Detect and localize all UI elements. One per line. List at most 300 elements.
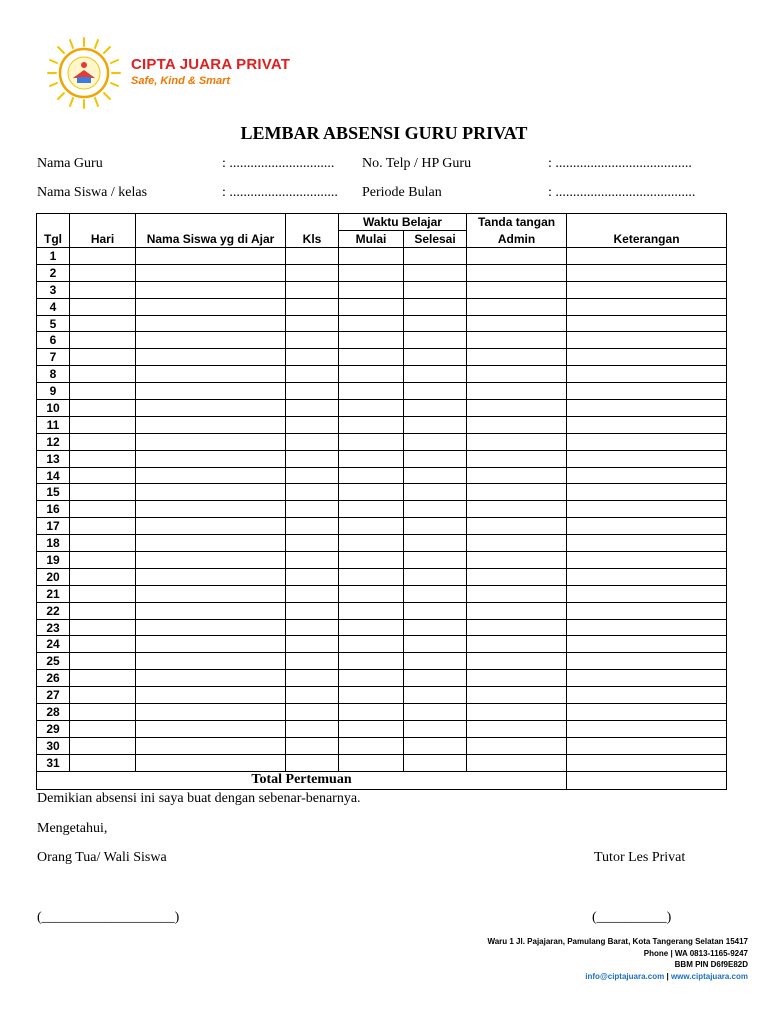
cell-tanda-tangan[interactable] (467, 349, 567, 366)
cell-hari[interactable] (70, 653, 136, 670)
cell-kls[interactable] (286, 467, 339, 484)
cell-mulai[interactable] (339, 636, 404, 653)
cell-selesai[interactable] (404, 484, 467, 501)
row-day-number: 4 (37, 298, 70, 315)
cell-keterangan[interactable] (567, 653, 727, 670)
cell-nama-siswa[interactable] (136, 552, 286, 569)
cell-keterangan[interactable] (567, 400, 727, 417)
cell-hari[interactable] (70, 467, 136, 484)
cell-tanda-tangan[interactable] (467, 670, 567, 687)
nama-guru-label: Nama Guru (37, 156, 103, 171)
cell-kls[interactable] (286, 737, 339, 754)
cell-nama-siswa[interactable] (136, 400, 286, 417)
cell-nama-siswa[interactable] (136, 636, 286, 653)
cell-keterangan[interactable] (567, 737, 727, 754)
cell-hari[interactable] (70, 315, 136, 332)
cell-tanda-tangan[interactable] (467, 501, 567, 518)
row-day-number: 6 (37, 332, 70, 349)
header-kls: Kls (286, 214, 339, 248)
row-day-number: 26 (37, 670, 70, 687)
cell-selesai[interactable] (404, 720, 467, 737)
cell-mulai[interactable] (339, 737, 404, 754)
footer-bbm: BBM PIN D6f9E82D (674, 960, 748, 970)
cell-keterangan[interactable] (567, 332, 727, 349)
cell-keterangan[interactable] (567, 298, 727, 315)
cell-nama-siswa[interactable] (136, 383, 286, 400)
cell-hari[interactable] (70, 720, 136, 737)
cell-tanda-tangan[interactable] (467, 552, 567, 569)
cell-kls[interactable] (286, 248, 339, 265)
cell-hari[interactable] (70, 501, 136, 518)
telp-field[interactable]: : ....................................... (548, 156, 692, 171)
row-day-number: 1 (37, 248, 70, 265)
signature-line-left[interactable]: (___________________) (37, 910, 180, 925)
cell-hari[interactable] (70, 400, 136, 417)
cell-tanda-tangan[interactable] (467, 400, 567, 417)
cell-kls[interactable] (286, 383, 339, 400)
cell-mulai[interactable] (339, 264, 404, 281)
cell-hari[interactable] (70, 484, 136, 501)
header-tgl: Tgl (37, 214, 70, 248)
table-row (37, 704, 727, 721)
cell-hari[interactable] (70, 670, 136, 687)
cell-mulai[interactable] (339, 535, 404, 552)
row-day-number: 9 (37, 383, 70, 400)
cell-selesai[interactable] (404, 332, 467, 349)
cell-kls[interactable] (286, 366, 339, 383)
cell-tanda-tangan[interactable] (467, 298, 567, 315)
statement-text: Demikian absensi ini saya buat dengan sebenar-benarnya. (37, 791, 361, 806)
cell-tanda-tangan[interactable] (467, 518, 567, 535)
cell-mulai[interactable] (339, 653, 404, 670)
cell-kls[interactable] (286, 484, 339, 501)
header-keterangan: Keterangan (567, 214, 727, 248)
row-day-number: 3 (37, 281, 70, 298)
cell-mulai[interactable] (339, 501, 404, 518)
table-row (37, 281, 727, 298)
cell-mulai[interactable] (339, 670, 404, 687)
cell-tanda-tangan[interactable] (467, 602, 567, 619)
cell-selesai[interactable] (404, 518, 467, 535)
cell-nama-siswa[interactable] (136, 433, 286, 450)
cell-hari[interactable] (70, 298, 136, 315)
cell-hari[interactable] (70, 518, 136, 535)
cell-tanda-tangan[interactable] (467, 535, 567, 552)
cell-keterangan[interactable] (567, 501, 727, 518)
cell-hari[interactable] (70, 450, 136, 467)
table-row (37, 383, 727, 400)
nama-siswa-field[interactable]: : ............................... (222, 185, 338, 200)
cell-selesai[interactable] (404, 400, 467, 417)
row-day-number: 24 (37, 636, 70, 653)
table-row (37, 552, 727, 569)
cell-keterangan[interactable] (567, 366, 727, 383)
cell-mulai[interactable] (339, 518, 404, 535)
table-row (37, 248, 727, 265)
footer-email-link[interactable]: info@ciptajuara.com (585, 971, 665, 981)
cell-hari[interactable] (70, 433, 136, 450)
footer-address: Waru 1 Jl. Pajajaran, Pamulang Barat, Kota Tangerang Selatan 15417 (487, 937, 748, 946)
cell-kls[interactable] (286, 298, 339, 315)
cell-kls[interactable] (286, 704, 339, 721)
cell-kls[interactable] (286, 568, 339, 585)
periode-field[interactable]: : ........................................ (548, 185, 696, 200)
cell-selesai[interactable] (404, 670, 467, 687)
table-row (37, 450, 727, 467)
table-row (37, 670, 727, 687)
cell-keterangan[interactable] (567, 619, 727, 636)
cell-selesai[interactable] (404, 687, 467, 704)
row-day-number: 19 (37, 552, 70, 569)
cell-hari[interactable] (70, 416, 136, 433)
row-day-number: 16 (37, 501, 70, 518)
cell-selesai[interactable] (404, 298, 467, 315)
cell-tanda-tangan[interactable] (467, 332, 567, 349)
cell-selesai[interactable] (404, 467, 467, 484)
cell-kls[interactable] (286, 585, 339, 602)
cell-selesai[interactable] (404, 535, 467, 552)
cell-tanda-tangan[interactable] (467, 619, 567, 636)
table-row (37, 332, 727, 349)
row-day-number: 29 (37, 720, 70, 737)
cell-kls[interactable] (286, 349, 339, 366)
cell-keterangan[interactable] (567, 636, 727, 653)
signature-line-right[interactable]: (__________) (592, 910, 672, 925)
cell-nama-siswa[interactable] (136, 754, 286, 771)
mengetahui-text: Mengetahui, (37, 821, 108, 836)
cell-keterangan[interactable] (567, 467, 727, 484)
cell-hari[interactable] (70, 535, 136, 552)
cell-mulai[interactable] (339, 248, 404, 265)
cell-mulai[interactable] (339, 366, 404, 383)
cell-tanda-tangan[interactable] (467, 366, 567, 383)
cell-mulai[interactable] (339, 281, 404, 298)
cell-mulai[interactable] (339, 467, 404, 484)
cell-selesai[interactable] (404, 501, 467, 518)
cell-keterangan[interactable] (567, 552, 727, 569)
nama-siswa-label: Nama Siswa / kelas (37, 185, 148, 200)
nama-guru-field[interactable]: : .............................. (222, 156, 335, 171)
cell-tanda-tangan[interactable] (467, 636, 567, 653)
row-day-number: 31 (37, 754, 70, 771)
cell-tanda-tangan[interactable] (467, 754, 567, 771)
cell-keterangan[interactable] (567, 670, 727, 687)
table-row (37, 467, 727, 484)
table-row (37, 298, 727, 315)
brand-block (131, 56, 290, 87)
cell-nama-siswa[interactable] (136, 349, 286, 366)
row-day-number: 7 (37, 349, 70, 366)
cell-nama-siswa[interactable] (136, 720, 286, 737)
table-row (37, 636, 727, 653)
cell-nama-siswa[interactable] (136, 501, 286, 518)
cell-mulai[interactable] (339, 450, 404, 467)
table-row (37, 619, 727, 636)
cell-tanda-tangan[interactable] (467, 704, 567, 721)
cell-selesai[interactable] (404, 737, 467, 754)
cell-nama-siswa[interactable] (136, 467, 286, 484)
cell-keterangan[interactable] (567, 264, 727, 281)
cell-kls[interactable] (286, 281, 339, 298)
cell-mulai[interactable] (339, 585, 404, 602)
cell-tanda-tangan[interactable] (467, 248, 567, 265)
row-day-number: 28 (37, 704, 70, 721)
signer-left-label: Orang Tua/ Wali Siswa (37, 850, 167, 865)
cell-selesai[interactable] (404, 450, 467, 467)
cell-tanda-tangan[interactable] (467, 568, 567, 585)
cell-kls[interactable] (286, 416, 339, 433)
header-mulai: Mulai (339, 231, 404, 248)
cell-nama-siswa[interactable] (136, 670, 286, 687)
cell-mulai[interactable] (339, 704, 404, 721)
cell-selesai[interactable] (404, 416, 467, 433)
cell-kls[interactable] (286, 518, 339, 535)
cell-keterangan[interactable] (567, 568, 727, 585)
cell-kls[interactable] (286, 450, 339, 467)
cell-selesai[interactable] (404, 281, 467, 298)
cell-keterangan[interactable] (567, 704, 727, 721)
cell-tanda-tangan[interactable] (467, 315, 567, 332)
cell-kls[interactable] (286, 332, 339, 349)
header-waktu-belajar: Waktu Belajar (339, 214, 467, 231)
cell-hari[interactable] (70, 737, 136, 754)
cell-kls[interactable] (286, 602, 339, 619)
table-row (37, 602, 727, 619)
cell-hari[interactable] (70, 585, 136, 602)
attendance-rows (37, 248, 727, 772)
cell-keterangan[interactable] (567, 416, 727, 433)
cell-mulai[interactable] (339, 349, 404, 366)
row-day-number: 5 (37, 315, 70, 332)
row-day-number: 11 (37, 416, 70, 433)
cell-keterangan[interactable] (567, 602, 727, 619)
table-row (37, 720, 727, 737)
cell-kls[interactable] (286, 501, 339, 518)
cell-mulai[interactable] (339, 602, 404, 619)
cell-mulai[interactable] (339, 433, 404, 450)
cell-kls[interactable] (286, 687, 339, 704)
table-row (37, 400, 727, 417)
header-nama-siswa: Nama Siswa yg di Ajar (136, 214, 286, 248)
cell-kls[interactable] (286, 552, 339, 569)
cell-kls[interactable] (286, 400, 339, 417)
table-row (37, 754, 727, 771)
cell-kls[interactable] (286, 670, 339, 687)
cell-mulai[interactable] (339, 687, 404, 704)
cell-selesai[interactable] (404, 653, 467, 670)
cell-hari[interactable] (70, 602, 136, 619)
row-day-number: 30 (37, 737, 70, 754)
row-day-number: 13 (37, 450, 70, 467)
row-day-number: 18 (37, 535, 70, 552)
cell-nama-siswa[interactable] (136, 315, 286, 332)
cell-kls[interactable] (286, 264, 339, 281)
cell-keterangan[interactable] (567, 518, 727, 535)
cell-mulai[interactable] (339, 552, 404, 569)
cell-mulai[interactable] (339, 416, 404, 433)
footer-phone: Phone | WA 0813-1165-9247 (643, 948, 748, 958)
cell-nama-siswa[interactable] (136, 585, 286, 602)
cell-mulai[interactable] (339, 315, 404, 332)
table-row (37, 349, 727, 366)
cell-hari[interactable] (70, 349, 136, 366)
cell-tanda-tangan[interactable] (467, 653, 567, 670)
cell-nama-siswa[interactable] (136, 366, 286, 383)
row-day-number: 17 (37, 518, 70, 535)
cell-tanda-tangan[interactable] (467, 484, 567, 501)
cell-mulai[interactable] (339, 298, 404, 315)
table-row (37, 433, 727, 450)
row-day-number: 23 (37, 619, 70, 636)
table-row (37, 366, 727, 383)
cell-nama-siswa[interactable] (136, 298, 286, 315)
cell-mulai[interactable] (339, 568, 404, 585)
cell-nama-siswa[interactable] (136, 264, 286, 281)
cell-keterangan[interactable] (567, 383, 727, 400)
cell-tanda-tangan[interactable] (467, 585, 567, 602)
cell-selesai[interactable] (404, 585, 467, 602)
cell-tanda-tangan[interactable] (467, 433, 567, 450)
table-row (37, 315, 727, 332)
header-hari: Hari (70, 214, 136, 248)
cell-nama-siswa[interactable] (136, 518, 286, 535)
cell-hari[interactable] (70, 619, 136, 636)
cell-keterangan[interactable] (567, 315, 727, 332)
cell-keterangan[interactable] (567, 754, 727, 771)
cell-tanda-tangan[interactable] (467, 720, 567, 737)
cell-nama-siswa[interactable] (136, 281, 286, 298)
cell-tanda-tangan[interactable] (467, 450, 567, 467)
cell-kls[interactable] (286, 433, 339, 450)
cell-keterangan[interactable] (567, 450, 727, 467)
cell-selesai[interactable] (404, 704, 467, 721)
cell-hari[interactable] (70, 754, 136, 771)
row-day-number: 15 (37, 484, 70, 501)
table-row (37, 568, 727, 585)
cell-selesai[interactable] (404, 433, 467, 450)
cell-nama-siswa[interactable] (136, 687, 286, 704)
cell-selesai[interactable] (404, 602, 467, 619)
attendance-table (36, 213, 727, 790)
cell-kls[interactable] (286, 754, 339, 771)
cell-tanda-tangan[interactable] (467, 383, 567, 400)
cell-tanda-tangan[interactable] (467, 264, 567, 281)
cell-selesai[interactable] (404, 636, 467, 653)
cell-keterangan[interactable] (567, 585, 727, 602)
row-day-number: 21 (37, 585, 70, 602)
cell-hari[interactable] (70, 552, 136, 569)
cell-selesai[interactable] (404, 349, 467, 366)
cell-hari[interactable] (70, 687, 136, 704)
cell-kls[interactable] (286, 720, 339, 737)
cell-mulai[interactable] (339, 720, 404, 737)
cell-nama-siswa[interactable] (136, 484, 286, 501)
cell-selesai[interactable] (404, 315, 467, 332)
cell-kls[interactable] (286, 653, 339, 670)
cell-tanda-tangan[interactable] (467, 737, 567, 754)
cell-keterangan[interactable] (567, 433, 727, 450)
cell-nama-siswa[interactable] (136, 653, 286, 670)
cell-hari[interactable] (70, 568, 136, 585)
cell-selesai[interactable] (404, 754, 467, 771)
footer-website-link[interactable]: www.ciptajuara.com (670, 971, 748, 981)
cell-kls[interactable] (286, 315, 339, 332)
cell-hari[interactable] (70, 636, 136, 653)
cell-keterangan[interactable] (567, 687, 727, 704)
cell-tanda-tangan[interactable] (467, 687, 567, 704)
cell-nama-siswa[interactable] (136, 568, 286, 585)
header-tanda-tangan: Tanda tangan (467, 214, 567, 231)
total-pertemuan-cell[interactable] (567, 771, 727, 789)
cell-keterangan[interactable] (567, 248, 727, 265)
cell-tanda-tangan[interactable] (467, 467, 567, 484)
cell-nama-siswa[interactable] (136, 332, 286, 349)
signer-right-label: Tutor Les Privat (594, 850, 686, 865)
row-day-number: 12 (37, 433, 70, 450)
cell-nama-siswa[interactable] (136, 704, 286, 721)
table-row (37, 535, 727, 552)
cell-hari[interactable] (70, 704, 136, 721)
row-day-number: 2 (37, 264, 70, 281)
cell-nama-siswa[interactable] (136, 737, 286, 754)
row-day-number: 27 (37, 687, 70, 704)
cell-hari[interactable] (70, 332, 136, 349)
cell-selesai[interactable] (404, 248, 467, 265)
cell-hari[interactable] (70, 248, 136, 265)
cell-hari[interactable] (70, 264, 136, 281)
cell-nama-siswa[interactable] (136, 535, 286, 552)
cell-nama-siswa[interactable] (136, 450, 286, 467)
total-pertemuan-label: Total Pertemuan (37, 771, 567, 789)
cell-keterangan[interactable] (567, 281, 727, 298)
cell-selesai[interactable] (404, 366, 467, 383)
cell-keterangan[interactable] (567, 535, 727, 552)
cell-selesai[interactable] (404, 383, 467, 400)
cell-hari[interactable] (70, 281, 136, 298)
document-title: LEMBAR ABSENSI GURU PRIVAT (240, 123, 528, 143)
brand-tagline: Safe, Kind & Smart (131, 75, 231, 87)
cell-mulai[interactable] (339, 383, 404, 400)
cell-kls[interactable] (286, 619, 339, 636)
cell-keterangan[interactable] (567, 484, 727, 501)
cell-nama-siswa[interactable] (136, 602, 286, 619)
cell-kls[interactable] (286, 636, 339, 653)
cell-tanda-tangan[interactable] (467, 281, 567, 298)
periode-label: Periode Bulan (362, 185, 442, 200)
cell-nama-siswa[interactable] (136, 248, 286, 265)
cell-kls[interactable] (286, 535, 339, 552)
cell-keterangan[interactable] (567, 349, 727, 366)
cell-mulai[interactable] (339, 619, 404, 636)
cell-selesai[interactable] (404, 552, 467, 569)
cell-selesai[interactable] (404, 568, 467, 585)
cell-tanda-tangan[interactable] (467, 416, 567, 433)
cell-mulai[interactable] (339, 754, 404, 771)
cell-mulai[interactable] (339, 400, 404, 417)
header-selesai: Selesai (404, 231, 467, 248)
row-day-number: 20 (37, 568, 70, 585)
cell-nama-siswa[interactable] (136, 619, 286, 636)
cell-mulai[interactable] (339, 332, 404, 349)
footer-contact (487, 936, 748, 982)
cell-nama-siswa[interactable] (136, 416, 286, 433)
cell-keterangan[interactable] (567, 720, 727, 737)
cell-selesai[interactable] (404, 619, 467, 636)
cell-selesai[interactable] (404, 264, 467, 281)
cell-hari[interactable] (70, 383, 136, 400)
cell-hari[interactable] (70, 366, 136, 383)
cell-mulai[interactable] (339, 484, 404, 501)
